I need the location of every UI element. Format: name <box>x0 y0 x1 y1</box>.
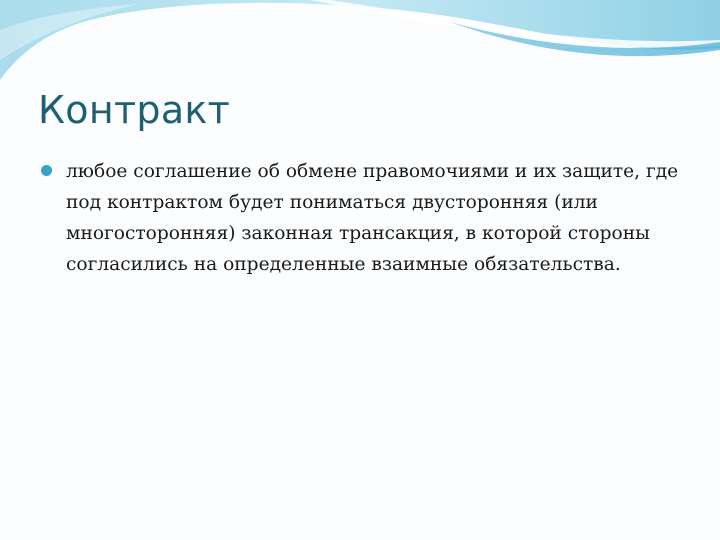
bullet-item <box>40 156 680 280</box>
slide-title: Контракт <box>38 88 231 132</box>
bullet-dot-icon <box>41 165 52 176</box>
bullet-text: любое соглашение об обмене правомочиями и их защите, где под контрактом будет пониматься двусторонняя (или многосторонняя) законная трансакция, в которой стороны согласились на определенные взаимные обязательства. <box>66 161 679 275</box>
bullet-list <box>40 156 680 280</box>
header-wave-decoration <box>0 0 720 90</box>
